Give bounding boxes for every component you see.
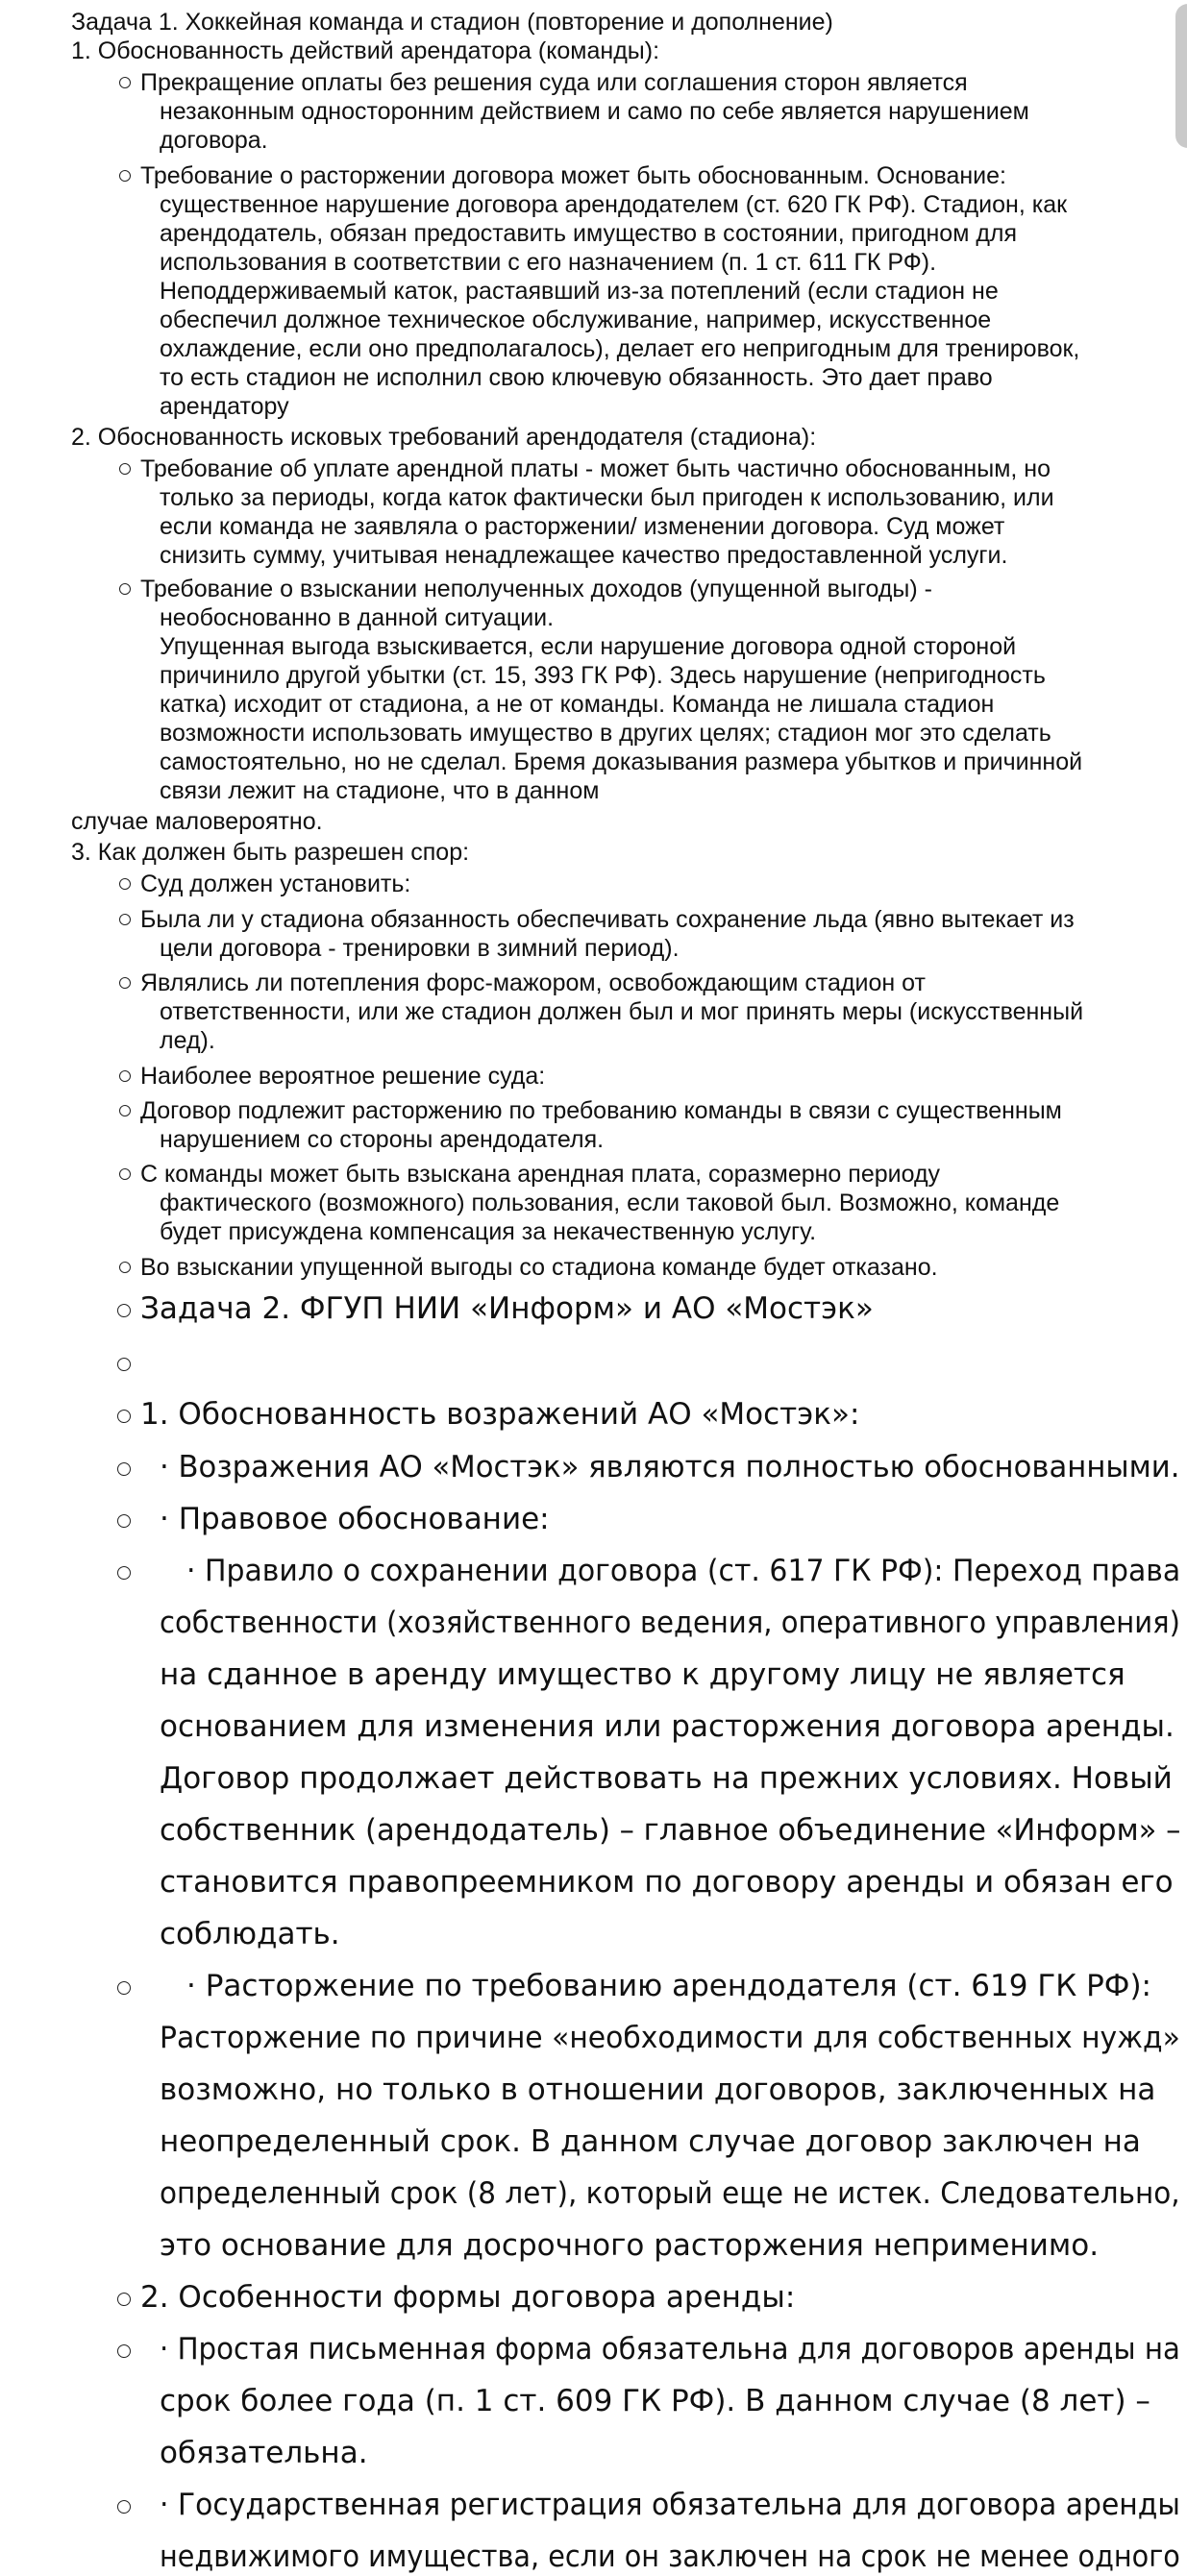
text-line: неопределенный срок. В данном случае договор заключен на (160, 2124, 1141, 2159)
text-line: нарушением со стороны арендодателя. (160, 1126, 605, 1153)
text-line: охлаждение, если оно предполагалось), делает его непригодным для тренировок, (160, 335, 1080, 362)
text-line: фактического (возможного) пользования, если таковой был. Возможно, команде (160, 1190, 1060, 1216)
text-line: обеспечил должное техническое обслуживание, например, искусственное (160, 307, 992, 333)
text-line: катка) исходит от стадиона, а не от команды. Команда не лишала стадион (160, 691, 995, 718)
text-line: использования в соответствии с его назначением (п. 1 ст. 611 ГК РФ). (160, 249, 937, 276)
bullet-circle (117, 1981, 131, 1995)
list-item: Наиболее вероятное решение суда: (140, 1063, 546, 1090)
text-line: существенное нарушение договора арендодателем (ст. 620 ГК РФ). Стадион, как (160, 191, 1068, 218)
text-line: будет присуждена компенсация за некачественную услугу. (160, 1218, 817, 1245)
list-item: · Возражения АО «Мостэк» являются полностью обоснованными. (160, 1450, 1180, 1484)
list-item: Договор подлежит расторжению по требованию команды в связи с существенным (140, 1097, 1062, 1124)
text-line: только за периоды, когда каток фактически был пригоден к использованию, или (160, 484, 1054, 511)
bullet-circle (119, 977, 131, 989)
text-line: собственник (арендодатель) – главное объединение «Информ» – (160, 1813, 1181, 1848)
task2-title: Задача 2. ФГУП НИИ «Информ» и АО «Мостэк» (140, 1291, 874, 1326)
text-line: соблюдать. (160, 1917, 340, 1951)
list-item: Во взыскании упущенной выгоды со стадиона команде будет отказано. (140, 1254, 938, 1281)
list-item: Являлись ли потепления форс-мажором, освобождающим стадион от (140, 969, 926, 996)
text-line: на сданное в аренду имущество к другому лицу не является (160, 1657, 1125, 1692)
bullet-circle (119, 583, 131, 595)
text-line: Договор продолжает действовать на прежних условиях. Новый (160, 1761, 1173, 1796)
text-line: определенный срок (8 лет), который еще не истек. Следовательно, (160, 2176, 1180, 2211)
text-line: становится правопреемником по договору аренды и обязан его (160, 1865, 1174, 1900)
bullet-circle (117, 1514, 131, 1528)
list-item: · Простая письменная форма обязательна для договоров аренды на (160, 2332, 1180, 2367)
list-item: 2. Особенности формы договора аренды: (140, 2280, 796, 2315)
text-line: срок более года (п. 1 ст. 609 ГК РФ). В данном случае (8 лет) – (160, 2384, 1150, 2418)
text-line: незаконным односторонним действием и само по себе является нарушением (160, 98, 1029, 125)
text-line: возможно, но только в отношении договоров, заключенных на (160, 2073, 1156, 2107)
text-line: недвижимого имущества, если он заключен на срок не менее одного (160, 2539, 1180, 2574)
bullet-circle (119, 1105, 131, 1116)
text-line: самостоятельно, но не сделал. Бремя доказывания размера убытков и причинной (160, 748, 1083, 775)
text-line: если команда не заявляла о расторжении/ изменении договора. Суд может (160, 513, 1005, 540)
list-item: Требование о взыскании неполученных доходов (упущенной выгоды) - (140, 576, 932, 602)
text-line: основанием для изменения или расторжения договора аренды. (160, 1709, 1175, 1744)
section-heading: 2. Обоснованность исковых требований арендодателя (стадиона): (71, 424, 817, 451)
text-line: необоснованно в данной ситуации. (160, 604, 555, 631)
bullet-circle (119, 914, 131, 925)
text-line: возможности использовать имущество в других целях; стадион мог это сделать (160, 720, 1051, 747)
text-line: цели договора - тренировки в зимний период). (160, 935, 680, 962)
list-item: · Государственная регистрация обязательна для договора аренды (160, 2488, 1180, 2522)
text-line: Расторжение по причине «необходимости для собственных нужд» (160, 2021, 1180, 2055)
bullet-circle (117, 2344, 131, 2358)
bullet-circle (117, 1358, 131, 1371)
bullet-circle (119, 1262, 131, 1273)
list-item: С команды может быть взыскана арендная плата, соразмерно периоду (140, 1161, 941, 1188)
bullet-circle (117, 1566, 131, 1580)
bullet-circle (119, 878, 131, 890)
bullet-circle (119, 463, 131, 475)
text-line: арендодатель, обязан предоставить имущество в состоянии, пригодном для (160, 220, 1018, 247)
list-item: · Правило о сохранении договора (ст. 617 ГК РФ): Переход права (186, 1554, 1181, 1588)
bullet-circle (117, 2293, 131, 2306)
list-item: Требование об уплате арендной платы - может быть частично обоснованным, но (140, 455, 1051, 482)
bullet-circle (117, 1304, 131, 1317)
section-heading: 3. Как должен быть разрешен спор: (71, 839, 470, 866)
text-line: Упущенная выгода взыскивается, если нарушение договора одной стороной (160, 633, 1017, 660)
list-item: · Правовое обоснование: (160, 1502, 550, 1536)
scrollbar-thumb[interactable] (1175, 4, 1187, 148)
bullet-circle (117, 1410, 131, 1423)
text-line: связи лежит на стадионе, что в данном (160, 777, 600, 804)
task1-title: Задача 1. Хоккейная команда и стадион (повторение и дополнение) (71, 9, 833, 36)
text-line: случае маловероятно. (71, 808, 323, 835)
list-item: Требование о расторжении договора может быть обоснованным. Основание: (140, 162, 1007, 189)
text-line: лед). (160, 1027, 215, 1054)
list-item: Суд должен установить: (140, 871, 411, 897)
text-line: то есть стадион не исполнил свою ключевую обязанность. Это дает право (160, 364, 993, 391)
bullet-circle (117, 2500, 131, 2514)
text-line: Неподдерживаемый каток, растаявший из-за потеплений (если стадион не (160, 278, 999, 305)
bullet-circle (119, 1168, 131, 1180)
text-line: обязательна. (160, 2436, 368, 2470)
text-line: причинило другой убытки (ст. 15, 393 ГК РФ). Здесь нарушение (непригодность (160, 662, 1046, 689)
list-item: Прекращение оплаты без решения суда или соглашения сторон является (140, 69, 968, 96)
bullet-circle (119, 170, 131, 182)
bullet-circle (119, 1070, 131, 1082)
list-item: · Расторжение по требованию арендодателя (ст. 619 ГК РФ): (186, 1969, 1152, 2003)
bullet-circle (117, 1462, 131, 1476)
text-line: ответственности, или же стадион должен был и мог принять меры (искусственный (160, 998, 1084, 1025)
text-line: арендатору (160, 393, 289, 420)
list-item: Была ли у стадиона обязанность обеспечивать сохранение льда (явно вытекает из (140, 906, 1075, 933)
list-item: 1. Обоснованность возражений АО «Мостэк»: (140, 1397, 860, 1432)
text-line: собственности (хозяйственного ведения, оперативного управления) (160, 1606, 1180, 1640)
text-line: это основание для досрочного расторжения неприменимо. (160, 2228, 1100, 2263)
text-line: снизить сумму, учитывая ненадлежащее качество предоставленной услуги. (160, 542, 1008, 569)
text-line: договора. (160, 127, 268, 154)
section-heading: 1. Обоснованность действий арендатора (команды): (71, 37, 660, 64)
bullet-circle (119, 77, 131, 88)
